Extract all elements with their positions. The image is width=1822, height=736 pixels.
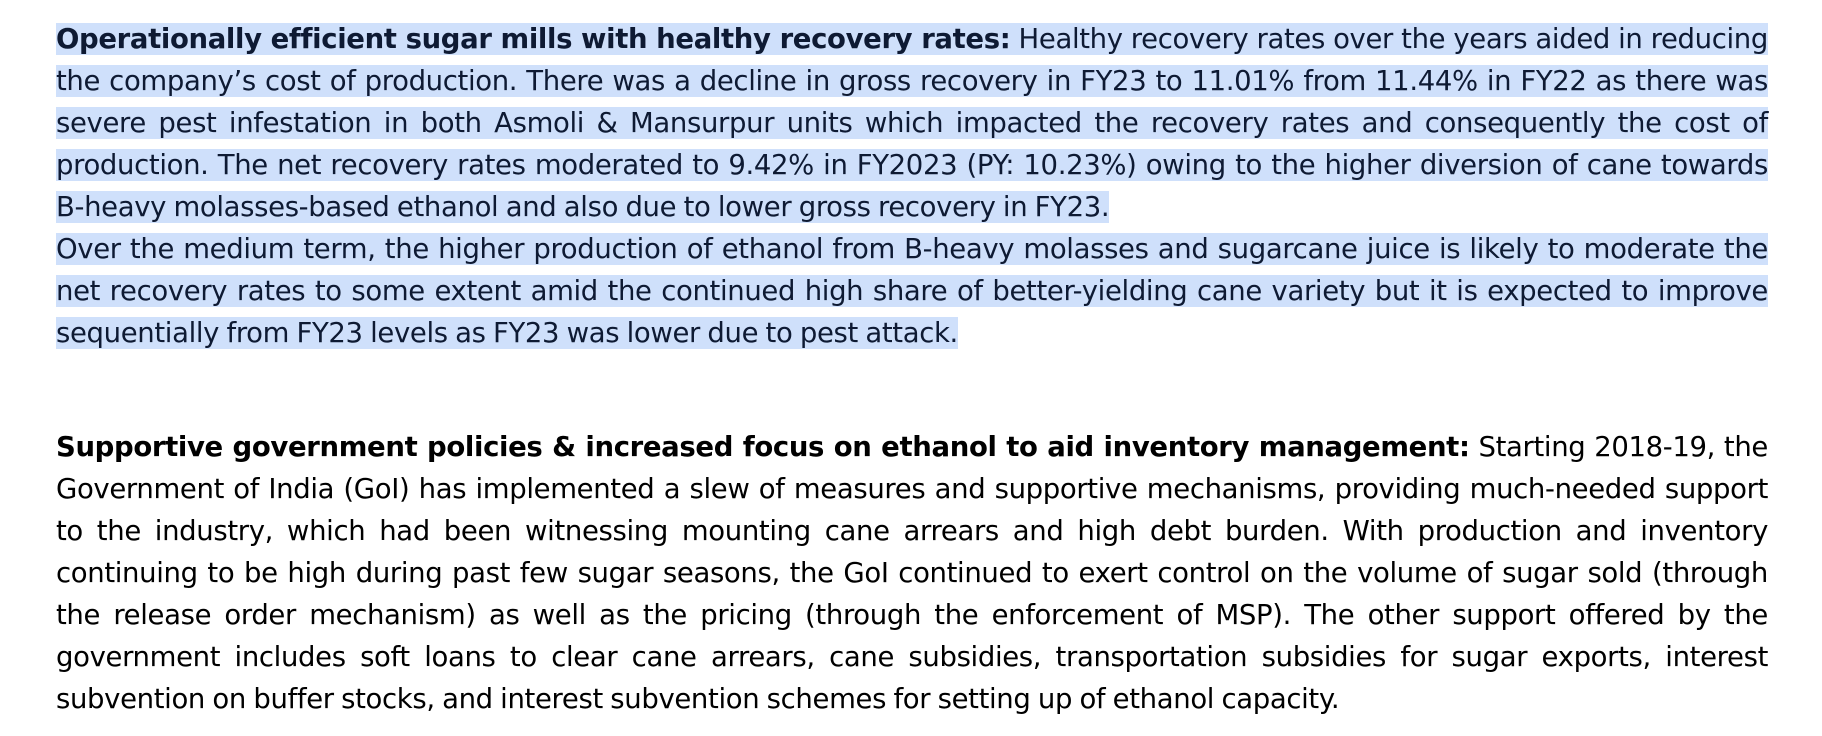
selected-text-highlight[interactable]	[56, 23, 1768, 223]
paragraph-heading: Supportive government policies & increased focus on ethanol to aid inventory management:	[56, 431, 1470, 463]
paragraph-medium-term-outlook[interactable]	[56, 228, 1768, 354]
selected-text-highlight[interactable]	[56, 233, 1768, 349]
paragraph-government-policies[interactable]	[56, 426, 1768, 720]
paragraph-text: Starting 2018-19, the Government of India (GoI) has implemented a slew of measures and supportive mechanisms, providing much-needed support to the industry, which had been witnessing mounting cane arrears and high debt burden. With production and inventory continuing to be high during past few sugar seasons, the GoI continued to exert control on the volume of sugar sold (through the release order mechanism) as well as the pricing (through the enforcement of MSP). The other support offered by the government includes soft loans to clear cane arrears, cane subsidies, transportation subsidies for sugar exports, interest subvention on buffer stocks, and interest subvention schemes for setting up of ethanol capacity.	[56, 431, 1768, 715]
paragraph-heading: Operationally efficient sugar mills with healthy recovery rates:	[56, 23, 1011, 55]
paragraph-recovery-rates[interactable]	[56, 18, 1768, 228]
document-body	[56, 0, 1768, 720]
paragraph-text: Over the medium term, the higher production of ethanol from B-heavy molasses and sugarcane juice is likely to moderate the net recovery rates to some extent amid the continued high share of better-yielding cane variety but it is expected to improve sequentially from FY23 levels as FY23 was lower due to pest attack.	[56, 233, 1768, 349]
paragraph-text: Healthy recovery rates over the years aided in reducing the company’s cost of production. There was a decline in gross recovery in FY23 to 11.01% from 11.44% in FY22 as there was severe pest infestation in both Asmoli & Mansurpur units which impacted the recovery rates and consequently the cost of production. The net recovery rates moderated to 9.42% in FY2023 (PY: 10.23%) owing to the higher diversion of cane towards B-heavy molasses-based ethanol and also due to lower gross recovery in FY23.	[56, 23, 1768, 223]
